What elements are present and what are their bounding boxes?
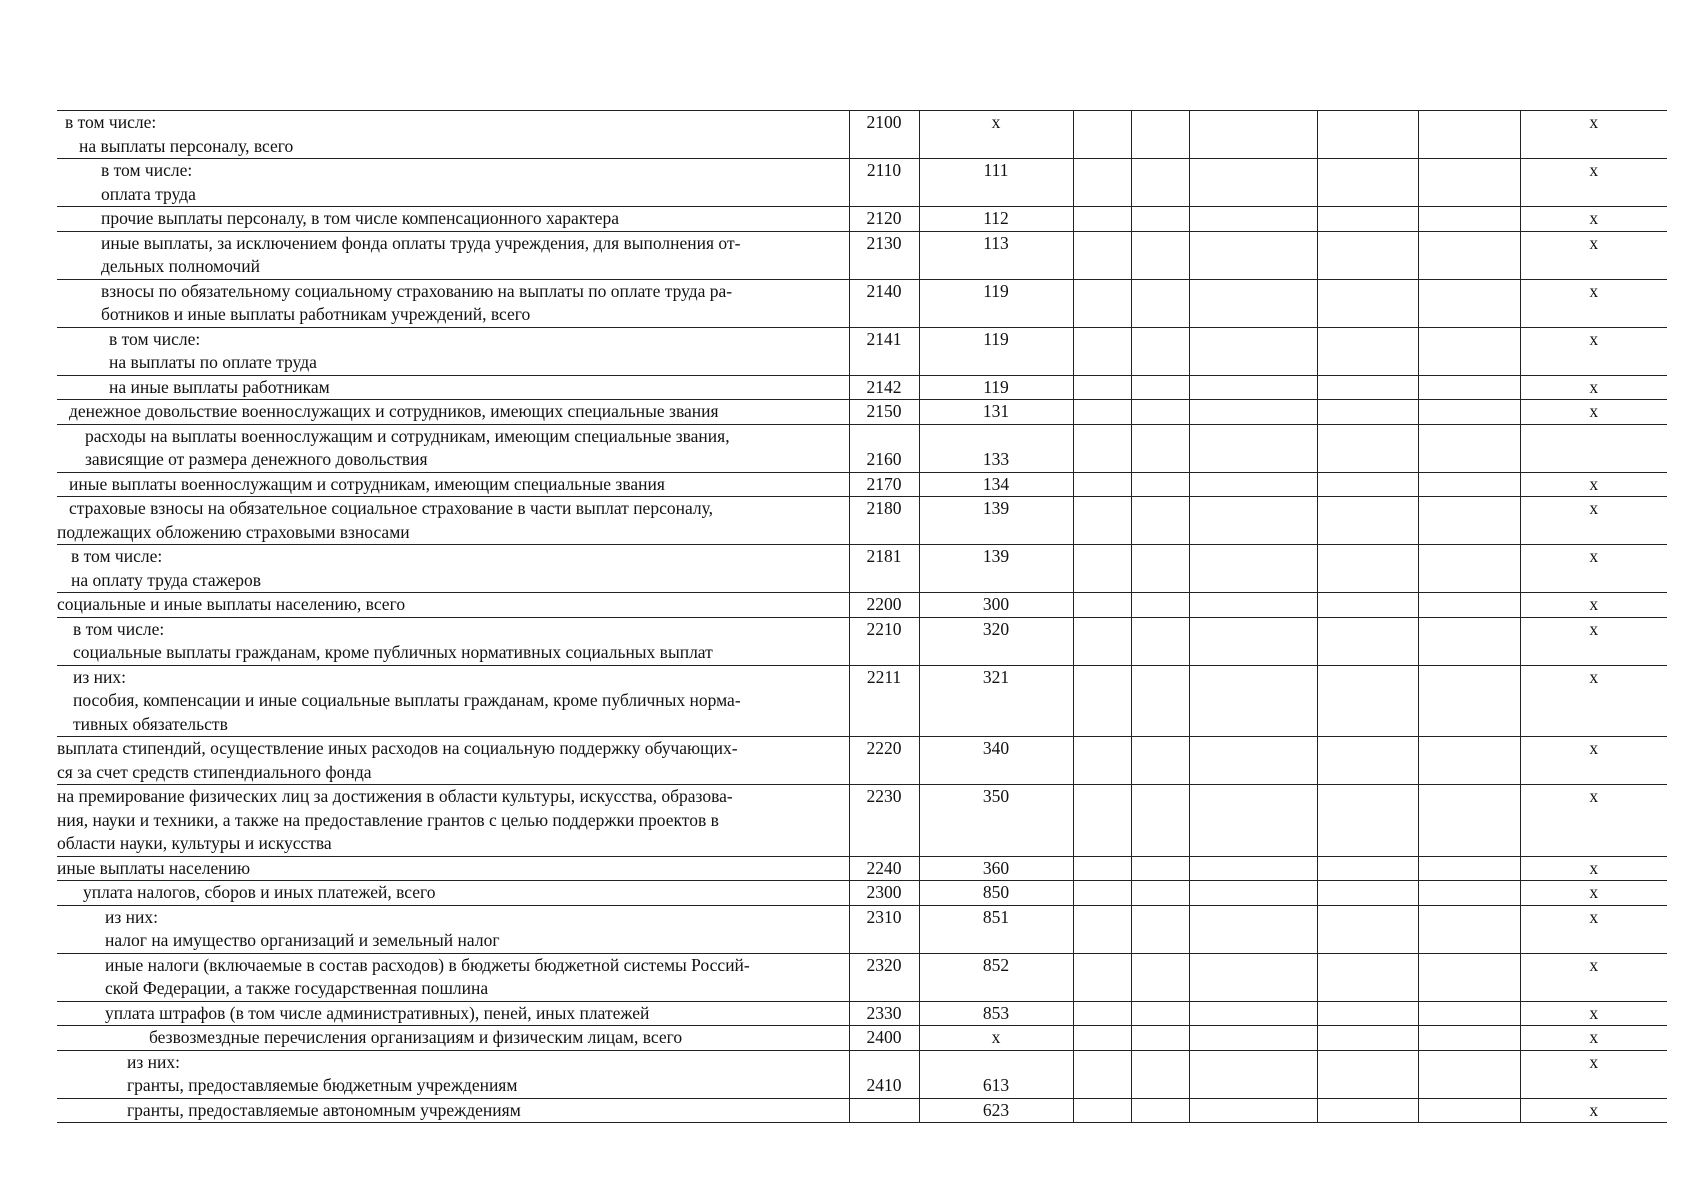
value-cell <box>1189 1001 1317 1026</box>
expenditure-table <box>57 110 1667 1123</box>
row-name-line: области науки, культуры и искусства <box>57 833 332 853</box>
value-cell <box>1073 159 1131 207</box>
row-name <box>57 617 849 665</box>
row-last-mark: x <box>1520 737 1667 785</box>
row-name-line: на премирование физических лиц за достижения в области культуры, искусства, образова- <box>57 786 733 806</box>
row-name-line: из них: <box>127 1051 180 1072</box>
row-name-line: в том числе: <box>71 546 163 566</box>
value-cell <box>1189 400 1317 425</box>
value-cell <box>1317 1098 1418 1123</box>
value-cell <box>1073 375 1131 400</box>
value-cell <box>1073 856 1131 881</box>
value-cell <box>1418 881 1520 906</box>
row-kbk-code: 119 <box>919 279 1073 327</box>
row-kbk-code: 853 <box>919 1001 1073 1026</box>
value-cell <box>1189 737 1317 785</box>
value-cell <box>1189 472 1317 497</box>
value-cell <box>1418 617 1520 665</box>
value-cell <box>1189 593 1317 618</box>
row-name <box>57 400 849 425</box>
row-name-line: безвозмездные перечисления организациям и физическим лицам, всего <box>149 1027 683 1047</box>
value-cell <box>1073 617 1131 665</box>
row-code: 2130 <box>849 231 919 279</box>
table-row <box>57 207 1667 232</box>
value-cell <box>1317 1026 1418 1051</box>
row-last-mark: x <box>1520 617 1667 665</box>
value-cell <box>1317 617 1418 665</box>
value-cell <box>1418 953 1520 1001</box>
value-cell <box>1418 111 1520 159</box>
row-name-line: из них: <box>73 666 126 687</box>
table-row <box>57 424 1667 472</box>
value-cell <box>1073 424 1131 472</box>
row-last-mark: x <box>1520 400 1667 425</box>
row-kbk-code: 131 <box>919 400 1073 425</box>
row-name-line: на выплаты персоналу, всего <box>79 135 294 156</box>
row-code: 2160 <box>849 424 919 472</box>
row-last-mark: x <box>1520 953 1667 1001</box>
value-cell <box>1418 159 1520 207</box>
row-name-line: налог на имущество организаций и земельный налог <box>105 930 500 950</box>
row-name <box>57 737 849 785</box>
row-name <box>57 881 849 906</box>
value-cell <box>1189 279 1317 327</box>
value-cell <box>1073 953 1131 1001</box>
row-last-mark: x <box>1520 1050 1667 1098</box>
row-last-mark: x <box>1520 881 1667 906</box>
row-name-line: в том числе: <box>65 112 157 132</box>
value-cell <box>1418 737 1520 785</box>
row-name-line: ся за счет средств стипендиального фонда <box>57 761 372 782</box>
row-name <box>57 593 849 618</box>
row-name-line: гранты, предоставляемые автономным учреждениям <box>127 1099 521 1120</box>
row-code: 2120 <box>849 207 919 232</box>
table-row <box>57 400 1667 425</box>
value-cell <box>1317 593 1418 618</box>
value-cell <box>1131 472 1189 497</box>
value-cell <box>1073 905 1131 953</box>
value-cell <box>1131 159 1189 207</box>
value-cell <box>1418 545 1520 593</box>
row-name-line: тивных обязательств <box>73 713 228 734</box>
value-cell <box>1317 497 1418 545</box>
row-name <box>57 545 849 593</box>
row-name-line: на оплату труда стажеров <box>71 569 262 590</box>
value-cell <box>1131 231 1189 279</box>
value-cell <box>1317 545 1418 593</box>
value-cell <box>1317 737 1418 785</box>
value-cell <box>1418 1098 1520 1123</box>
table-row <box>57 617 1667 665</box>
value-cell <box>1073 737 1131 785</box>
table-row <box>57 1050 1667 1098</box>
value-cell <box>1189 159 1317 207</box>
row-name-line: гранты, предоставляемые бюджетным учреждениям <box>127 1075 518 1095</box>
row-kbk-code: x <box>919 111 1073 159</box>
row-code: 2142 <box>849 375 919 400</box>
value-cell <box>1317 881 1418 906</box>
value-cell <box>1131 545 1189 593</box>
value-cell <box>1317 327 1418 375</box>
value-cell <box>1317 207 1418 232</box>
table-row <box>57 1001 1667 1026</box>
row-name <box>57 856 849 881</box>
row-last-mark: x <box>1520 545 1667 593</box>
row-last-mark: x <box>1520 375 1667 400</box>
row-kbk-code: 321 <box>919 665 1073 737</box>
row-kbk-code: 320 <box>919 617 1073 665</box>
value-cell <box>1418 400 1520 425</box>
table-row <box>57 111 1667 159</box>
value-cell <box>1418 1050 1520 1098</box>
table-row <box>57 856 1667 881</box>
row-last-mark: x <box>1520 1001 1667 1026</box>
value-cell <box>1131 327 1189 375</box>
value-cell <box>1189 231 1317 279</box>
value-cell <box>1131 400 1189 425</box>
value-cell <box>1073 111 1131 159</box>
row-code: 2300 <box>849 881 919 906</box>
row-kbk-code: 111 <box>919 159 1073 207</box>
row-name-line: в том числе: <box>73 618 165 639</box>
row-last-mark: x <box>1520 327 1667 375</box>
value-cell <box>1418 497 1520 545</box>
value-cell <box>1317 1001 1418 1026</box>
table-row <box>57 327 1667 375</box>
value-cell <box>1073 881 1131 906</box>
value-cell <box>1189 545 1317 593</box>
value-cell <box>1189 1098 1317 1123</box>
value-cell <box>1418 905 1520 953</box>
row-name-line: уплата налогов, сборов и иных платежей, всего <box>83 882 436 902</box>
value-cell <box>1131 881 1189 906</box>
row-code: 2320 <box>849 953 919 1001</box>
table-row <box>57 881 1667 906</box>
value-cell <box>1189 375 1317 400</box>
table-row <box>57 545 1667 593</box>
value-cell <box>1073 1001 1131 1026</box>
value-cell <box>1189 207 1317 232</box>
value-cell <box>1317 159 1418 207</box>
table-row <box>57 737 1667 785</box>
value-cell <box>1189 953 1317 1001</box>
value-cell <box>1418 1001 1520 1026</box>
row-name-line: иные выплаты военнослужащим и сотрудникам, имеющим специальные звания <box>69 473 665 494</box>
value-cell <box>1131 593 1189 618</box>
value-cell <box>1189 497 1317 545</box>
row-name-line: социальные выплаты гражданам, кроме публичных нормативных социальных выплат <box>73 642 713 662</box>
value-cell <box>1189 905 1317 953</box>
row-code: 2180 <box>849 497 919 545</box>
value-cell <box>1189 881 1317 906</box>
value-cell <box>1073 545 1131 593</box>
value-cell <box>1189 785 1317 857</box>
table-row <box>57 159 1667 207</box>
row-name <box>57 497 849 545</box>
row-name-line: денежное довольствие военнослужащих и сотрудников, имеющих специальные звания <box>69 401 719 421</box>
table-row <box>57 1026 1667 1051</box>
value-cell <box>1317 472 1418 497</box>
row-name <box>57 159 849 207</box>
row-last-mark: x <box>1520 231 1667 279</box>
row-name-line: иные выплаты населению <box>57 857 251 878</box>
row-name <box>57 1050 849 1098</box>
value-cell <box>1189 856 1317 881</box>
row-kbk-code: 360 <box>919 856 1073 881</box>
value-cell <box>1418 279 1520 327</box>
row-kbk-code: 300 <box>919 593 1073 618</box>
row-last-mark: x <box>1520 785 1667 857</box>
row-name-line: социальные и иные выплаты населению, всего <box>57 594 406 614</box>
row-code: 2170 <box>849 472 919 497</box>
table-row <box>57 665 1667 737</box>
row-code: 2230 <box>849 785 919 857</box>
row-name <box>57 472 849 497</box>
row-last-mark: x <box>1520 207 1667 232</box>
row-name-line: взносы по обязательному социальному страхованию на выплаты по оплате труда ра- <box>101 280 733 301</box>
value-cell <box>1317 424 1418 472</box>
table-row <box>57 279 1667 327</box>
row-code: 2110 <box>849 159 919 207</box>
row-name <box>57 375 849 400</box>
row-kbk-code: 340 <box>919 737 1073 785</box>
row-name <box>57 1026 849 1051</box>
row-kbk-code: 133 <box>919 424 1073 472</box>
row-name-line: на иные выплаты работникам <box>109 376 330 397</box>
table-row <box>57 785 1667 857</box>
value-cell <box>1317 279 1418 327</box>
value-cell <box>1131 905 1189 953</box>
row-code <box>849 1098 919 1123</box>
row-name <box>57 953 849 1001</box>
table-row <box>57 905 1667 953</box>
value-cell <box>1131 953 1189 1001</box>
value-cell <box>1189 1026 1317 1051</box>
value-cell <box>1189 327 1317 375</box>
row-name <box>57 424 849 472</box>
value-cell <box>1073 231 1131 279</box>
row-code: 2330 <box>849 1001 919 1026</box>
value-cell <box>1317 953 1418 1001</box>
row-kbk-code: 851 <box>919 905 1073 953</box>
table-row <box>57 1098 1667 1123</box>
value-cell <box>1131 1026 1189 1051</box>
value-cell <box>1073 1026 1131 1051</box>
row-name <box>57 231 849 279</box>
table-row <box>57 497 1667 545</box>
value-cell <box>1418 375 1520 400</box>
row-kbk-code: 623 <box>919 1098 1073 1123</box>
value-cell <box>1131 424 1189 472</box>
row-last-mark: x <box>1520 497 1667 545</box>
row-name-line: в том числе: <box>109 328 201 349</box>
value-cell <box>1073 472 1131 497</box>
row-last-mark: x <box>1520 665 1667 737</box>
value-cell <box>1131 207 1189 232</box>
value-cell <box>1418 593 1520 618</box>
row-name-line: расходы на выплаты военнослужащим и сотрудникам, имеющим специальные звания, <box>85 425 730 446</box>
value-cell <box>1073 327 1131 375</box>
row-name <box>57 665 849 737</box>
row-name-line: дельных полномочий <box>101 256 260 276</box>
value-cell <box>1418 424 1520 472</box>
row-last-mark: x <box>1520 472 1667 497</box>
row-last-mark: x <box>1520 1026 1667 1051</box>
row-kbk-code: 119 <box>919 327 1073 375</box>
row-name <box>57 111 849 159</box>
row-kbk-code: 119 <box>919 375 1073 400</box>
row-name-line: подлежащих обложению страховыми взносами <box>57 521 410 542</box>
row-last-mark: x <box>1520 111 1667 159</box>
value-cell <box>1131 111 1189 159</box>
value-cell <box>1073 1050 1131 1098</box>
row-name-line: ния, науки и техники, а также на предоставление грантов с целью поддержки проектов в <box>57 809 719 830</box>
row-name-line: зависящие от размера денежного довольствия <box>85 449 428 469</box>
row-name-line: иные выплаты, за исключением фонда оплаты труда учреждения, для выполнения от- <box>101 232 741 253</box>
row-code: 2150 <box>849 400 919 425</box>
row-kbk-code: 139 <box>919 545 1073 593</box>
row-kbk-code: 850 <box>919 881 1073 906</box>
row-kbk-code: 852 <box>919 953 1073 1001</box>
value-cell <box>1317 856 1418 881</box>
row-kbk-code: x <box>919 1026 1073 1051</box>
row-name-line: пособия, компенсации и иные социальные выплаты гражданам, кроме публичных норма- <box>73 690 741 710</box>
value-cell <box>1317 1050 1418 1098</box>
row-last-mark: x <box>1520 856 1667 881</box>
value-cell <box>1131 737 1189 785</box>
value-cell <box>1418 1026 1520 1051</box>
row-name <box>57 207 849 232</box>
value-cell <box>1073 665 1131 737</box>
row-name-line: прочие выплаты персоналу, в том числе компенсационного характера <box>101 208 620 228</box>
row-code: 2210 <box>849 617 919 665</box>
table-body <box>57 111 1667 1123</box>
value-cell <box>1189 617 1317 665</box>
table-row <box>57 231 1667 279</box>
value-cell <box>1418 231 1520 279</box>
row-last-mark: x <box>1520 1098 1667 1123</box>
row-name-line: страховые взносы на обязательное социальное страхование в части выплат персоналу, <box>69 498 713 518</box>
row-kbk-code: 613 <box>919 1050 1073 1098</box>
value-cell <box>1073 207 1131 232</box>
value-cell <box>1418 207 1520 232</box>
row-name-line: на выплаты по оплате труда <box>109 352 317 372</box>
row-name <box>57 785 849 857</box>
value-cell <box>1073 279 1131 327</box>
value-cell <box>1418 856 1520 881</box>
value-cell <box>1189 111 1317 159</box>
table-row <box>57 375 1667 400</box>
value-cell <box>1418 327 1520 375</box>
row-name-line: уплата штрафов (в том числе административных), пеней, иных платежей <box>105 1002 650 1023</box>
row-code: 2140 <box>849 279 919 327</box>
table-row <box>57 593 1667 618</box>
row-name-line: выплата стипендий, осуществление иных расходов на социальную поддержку обучающих- <box>57 738 738 758</box>
row-code: 2181 <box>849 545 919 593</box>
value-cell <box>1317 665 1418 737</box>
row-code: 2100 <box>849 111 919 159</box>
value-cell <box>1131 1050 1189 1098</box>
value-cell <box>1073 400 1131 425</box>
row-name-line: в том числе: <box>101 160 193 180</box>
row-last-mark: x <box>1520 905 1667 953</box>
row-name-line: ской Федерации, а также государственная пошлина <box>105 978 489 998</box>
value-cell <box>1073 1098 1131 1123</box>
value-cell <box>1131 785 1189 857</box>
value-cell <box>1073 497 1131 545</box>
value-cell <box>1317 375 1418 400</box>
row-last-mark: x <box>1520 593 1667 618</box>
value-cell <box>1131 856 1189 881</box>
value-cell <box>1131 1001 1189 1026</box>
value-cell <box>1073 785 1131 857</box>
value-cell <box>1073 593 1131 618</box>
row-last-mark <box>1520 424 1667 472</box>
row-name-line: оплата труда <box>101 183 196 204</box>
row-name <box>57 279 849 327</box>
row-code: 2200 <box>849 593 919 618</box>
row-code: 2410 <box>849 1050 919 1098</box>
row-name <box>57 327 849 375</box>
row-kbk-code: 139 <box>919 497 1073 545</box>
row-name <box>57 1098 849 1123</box>
value-cell <box>1189 424 1317 472</box>
row-name <box>57 905 849 953</box>
value-cell <box>1418 472 1520 497</box>
table-row <box>57 953 1667 1001</box>
value-cell <box>1131 279 1189 327</box>
table-row <box>57 472 1667 497</box>
value-cell <box>1189 1050 1317 1098</box>
row-name-line: иные налоги (включаемые в состав расходов) в бюджеты бюджетной системы Россий- <box>105 954 750 975</box>
value-cell <box>1418 665 1520 737</box>
row-name <box>57 1001 849 1026</box>
row-kbk-code: 134 <box>919 472 1073 497</box>
row-kbk-code: 112 <box>919 207 1073 232</box>
row-code: 2310 <box>849 905 919 953</box>
row-code: 2220 <box>849 737 919 785</box>
value-cell <box>1131 1098 1189 1123</box>
value-cell <box>1317 231 1418 279</box>
value-cell <box>1131 497 1189 545</box>
row-kbk-code: 350 <box>919 785 1073 857</box>
row-name-line: из них: <box>105 906 158 927</box>
value-cell <box>1131 617 1189 665</box>
value-cell <box>1131 375 1189 400</box>
row-name-line: ботников и иные выплаты работникам учреждений, всего <box>101 304 531 324</box>
value-cell <box>1317 111 1418 159</box>
row-kbk-code: 113 <box>919 231 1073 279</box>
value-cell <box>1317 785 1418 857</box>
value-cell <box>1131 665 1189 737</box>
value-cell <box>1189 665 1317 737</box>
value-cell <box>1418 785 1520 857</box>
value-cell <box>1317 905 1418 953</box>
row-code: 2400 <box>849 1026 919 1051</box>
row-code: 2211 <box>849 665 919 737</box>
row-last-mark: x <box>1520 279 1667 327</box>
row-code: 2240 <box>849 856 919 881</box>
row-last-mark: x <box>1520 159 1667 207</box>
value-cell <box>1317 400 1418 425</box>
row-code: 2141 <box>849 327 919 375</box>
